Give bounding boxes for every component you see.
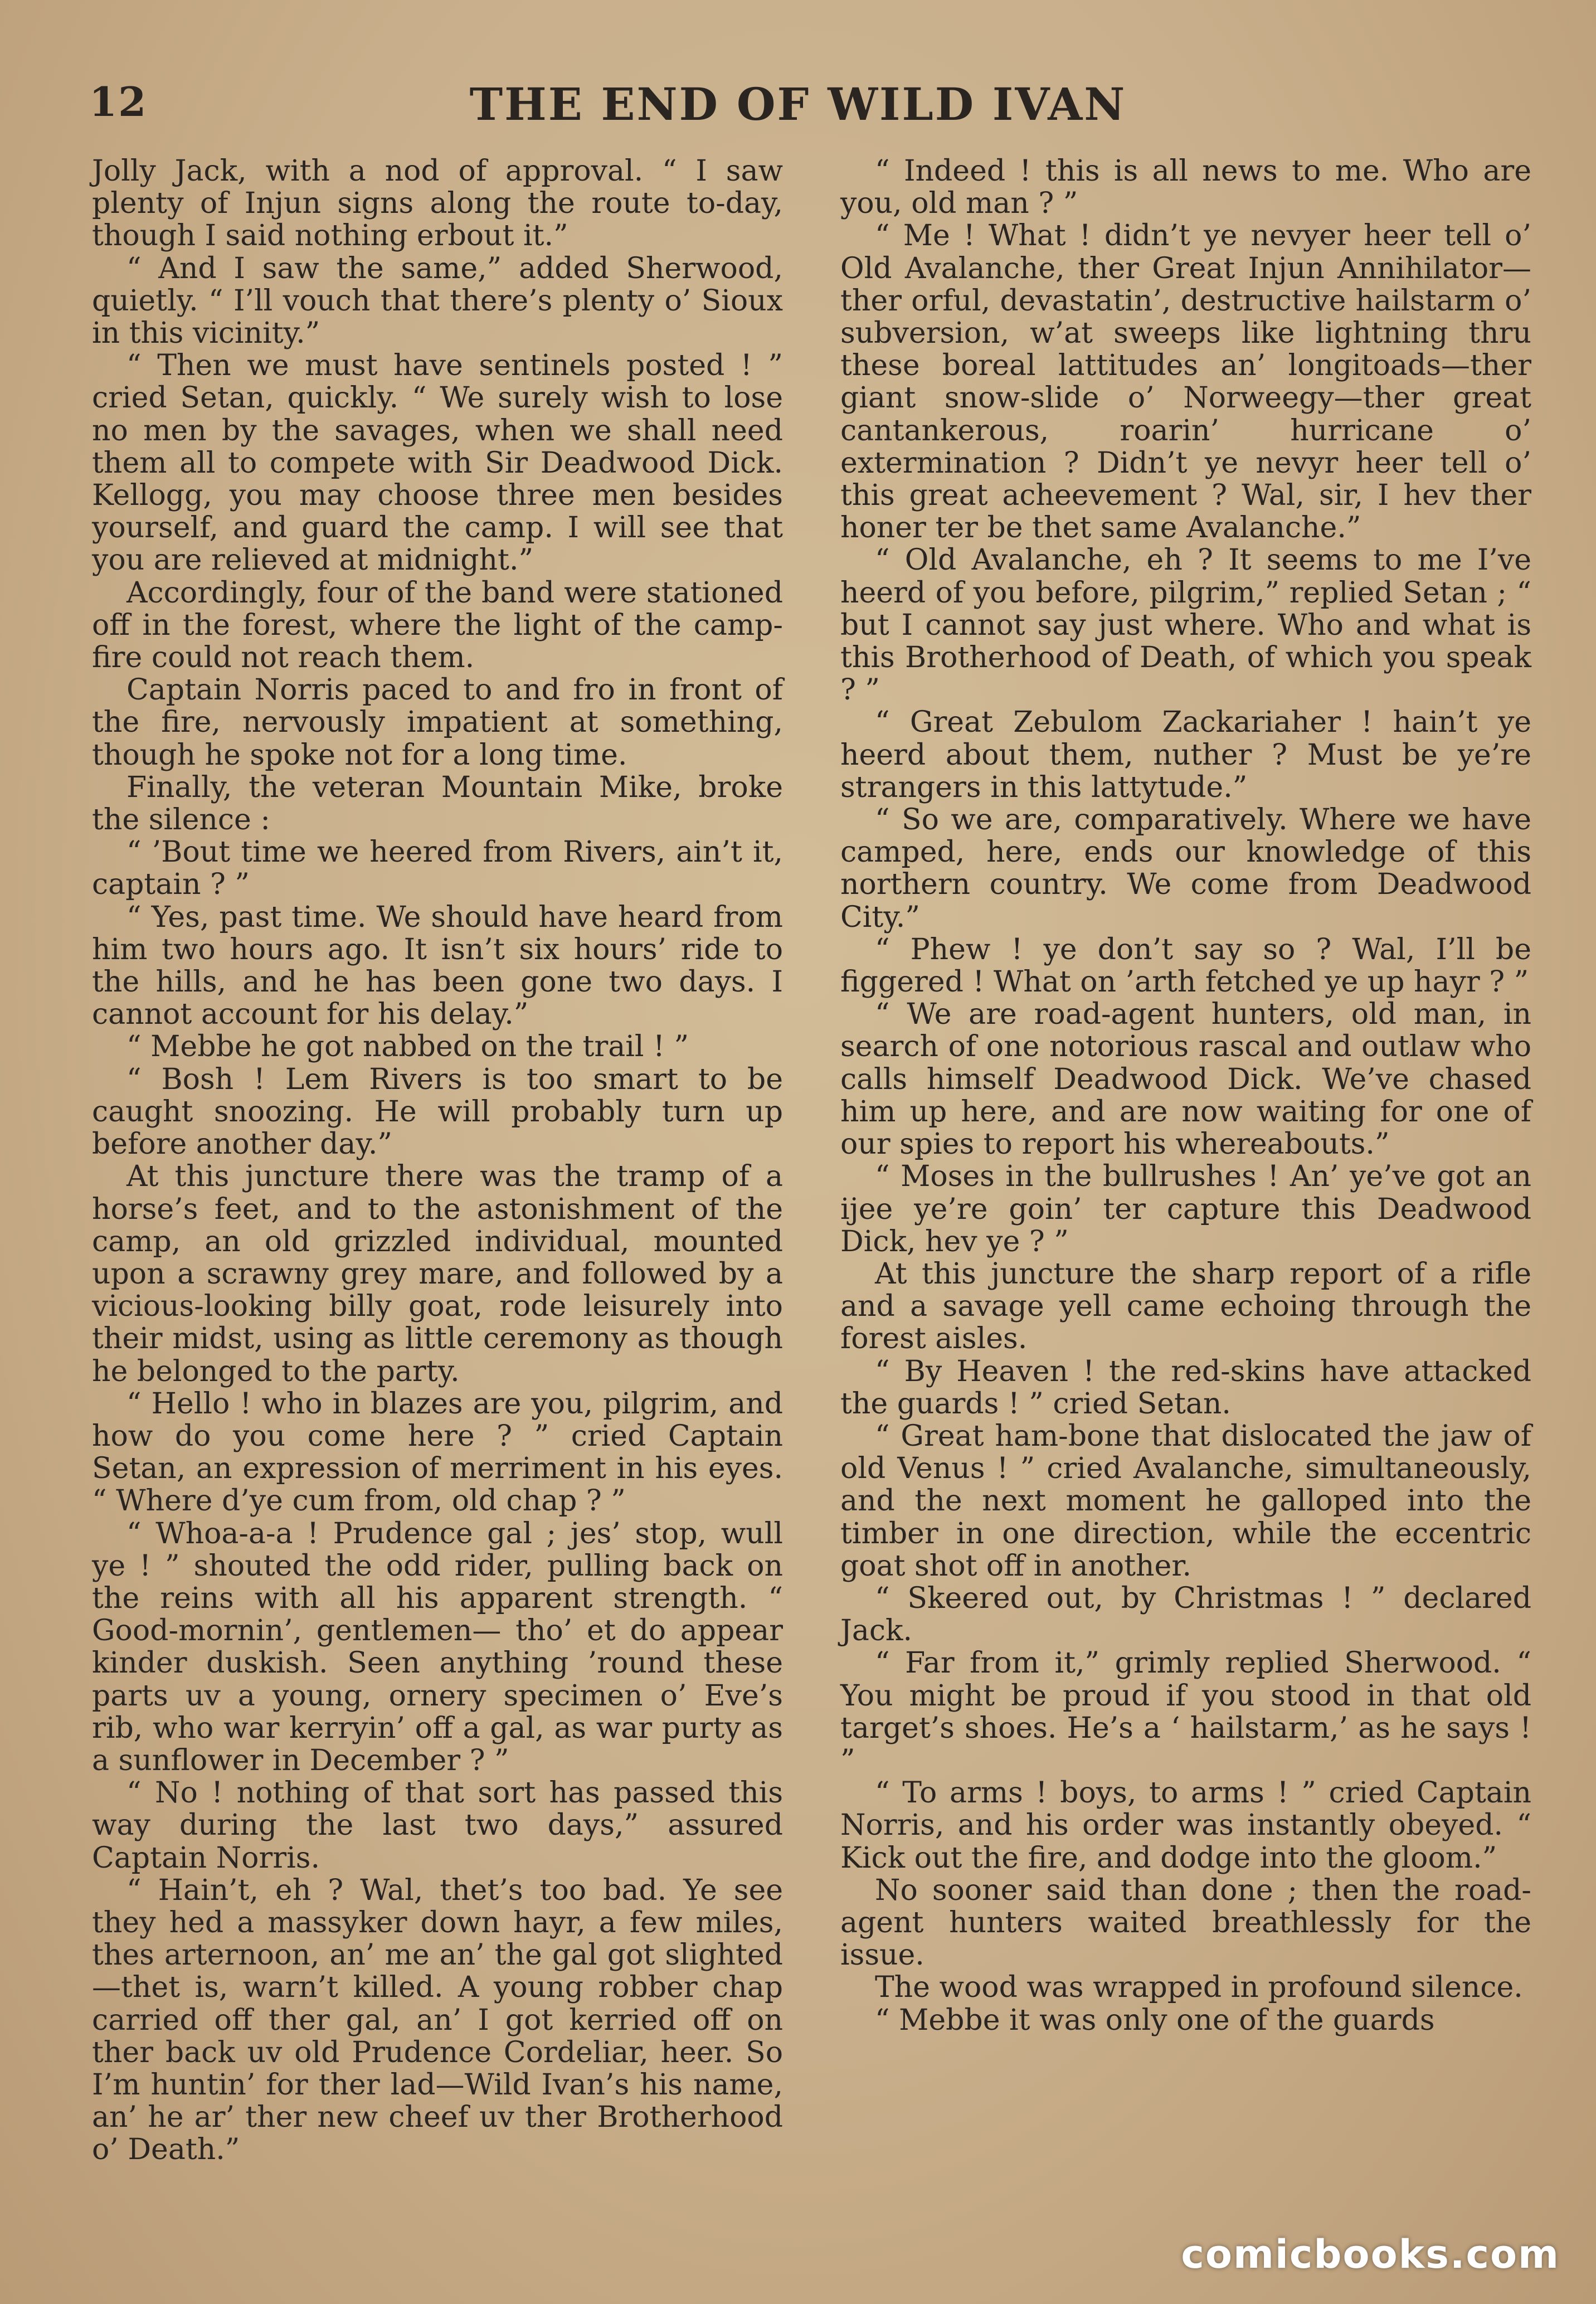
watermark: comicbooks.com <box>1181 2232 1560 2277</box>
paragraph: “ Mebbe he got nabbed on the trail ! ” <box>126 1030 689 1064</box>
paragraph: “ Mebbe it was only one of the guards <box>875 2003 1435 2037</box>
paragraph: “ By Heaven ! the red-skins have attacked the guards ! ” cried Setan. <box>840 1354 1531 1421</box>
paragraph: “ Me ! What ! didn’t ye nevyer heer tell o’ Old Avalanche, ther Great Injun Annihilator—ther orful, devastatin’, destructive hailstarm o’ subversion, w’at sweeps like lightning thru these boreal lattitudes an’ longitoads—ther giant snow-slide o’ Norweegy—ther great cantankerous, roarin’ hurricane o’ extermination ? Didn’t ye nevyr heer tell o’ this great acheevement ? Wal, sir, I hev ther honer ter be thet same Avalanche.” <box>840 219 1531 545</box>
paragraph: “ Great ham-bone that dislocated the jaw of old Venus ! ” cried Avalanche, simultaneously, and the next moment he galloped into the timber in one direction, while the eccentric goat shot off in another. <box>840 1419 1531 1583</box>
right-column <box>840 155 1531 2036</box>
paragraph: “ Great Zebulom Zackariaher ! hain’t ye heerd about them, nuther ? Must be ye’re strangers in this lattytude.” <box>840 706 1531 804</box>
paragraph: No sooner said than done ; then the road-agent hunters waited breathlessly for the issue. <box>840 1873 1531 1972</box>
paragraph: “ Bosh ! Lem Rivers is too smart to be caught snoozing. He will probably turn up before another day.” <box>92 1062 783 1161</box>
paragraph: “ So we are, comparatively. Where we have camped, here, ends our knowledge of this northern country. We come from Deadwood City.” <box>840 803 1531 934</box>
paragraph: “ ’Bout time we heered from Rivers, ain’t it, captain ? ” <box>92 835 783 902</box>
paragraph: “ To arms ! boys, to arms ! ” cried Captain Norris, and his order was instantly obeyed. “ Kick out the fire, and dodge into the gloom.” <box>840 1776 1531 1875</box>
running-title: THE END OF WILD IVAN <box>469 78 1127 130</box>
left-column <box>92 155 783 2166</box>
paragraph: At this juncture there was the tramp of a horse’s feet, and to the astonishment of the camp, an old grizzled individual, mounted upon a scrawny grey mare, and followed by a vicious-looking billy goat, rode leisurely into their midst, using as little ceremony as though he belonged to the party. <box>92 1160 783 1388</box>
paragraph: “ We are road-agent hunters, old man, in search of one notorious rascal and outlaw who calls himself Deadwood Dick. We’ve chased him up here, and are now waiting for one of our spies to report his whereabouts.” <box>840 998 1531 1161</box>
paragraph: “ Moses in the bullrushes ! An’ ye’ve got an ijee ye’re goin’ ter capture this Deadwood Dick, hev ye ? ” <box>840 1160 1531 1258</box>
page-number: 12 <box>89 78 148 125</box>
paragraph: “ No ! nothing of that sort has passed this way during the last two days,” assured Captain Norris. <box>92 1776 783 1875</box>
paragraph: “ Hain’t, eh ? Wal, thet’s too bad. Ye see they hed a massyker down hayr, a few miles, thes arternoon, an’ me an’ the gal got slighted—thet is, warn’t killed. A young robber chap carried off ther gal, an’ I got kerried off on ther back uv old Prudence Cordeliar, heer. So I’m huntin’ for ther lad—Wild Ivan’s his name, an’ he ar’ ther new cheef uv ther Brotherhood o’ Death.” <box>92 1873 783 2167</box>
paragraph: At this juncture the sharp report of a rifle and a savage yell came echoing through the forest aisles. <box>840 1257 1531 1356</box>
paragraph: “ Whoa-a-a ! Prudence gal ; jes’ stop, wull ye ! ” shouted the odd rider, pulling back on the reins with all his apparent strength. “ Good-mornin’, gentlemen— tho’ et do appear kinder duskish. Seen anything ’round these parts uv a young, ornery specimen o’ Eve’s rib, who war kerryin’ off a gal, as war purty as a sunflower in December ? ” <box>92 1516 783 1777</box>
paragraph: Accordingly, four of the band were stationed off in the forest, where the light of the camp-fire could not reach them. <box>92 576 783 675</box>
paragraph: “ Then we must have sentinels posted ! ” cried Setan, quickly. “ We surely wish to lose no men by the savages, when we shall need them all to compete with Sir Deadwood Dick. Kellogg, you may choose three men besides yourself, and guard the camp. I will see that you are relieved at midnight.” <box>92 349 783 577</box>
paragraph: “ Hello ! who in blazes are you, pilgrim, and how do you come here ? ” cried Captain Setan, an expression of merriment in his eyes. “ Where d’ye cum from, old chap ? ” <box>92 1387 783 1518</box>
paragraph: “ Old Avalanche, eh ? It seems to me I’ve heerd of you before, pilgrim,” replied Setan ; “ but I cannot say just where. Who and what is this Brotherhood of Death, of which you speak ? ” <box>840 543 1531 707</box>
paragraph: “ Far from it,” grimly replied Sherwood. “ You might be proud if you stood in that old target’s shoes. He’s a ‘ hailstarm,’ as he says ! ” <box>840 1646 1531 1777</box>
paragraph: Jolly Jack, with a nod of approval. “ I saw plenty of Injun signs along the route to-day, though I said nothing erbout it.” <box>92 154 783 253</box>
paragraph: The wood was wrapped in profound silence. <box>875 1971 1523 2005</box>
paragraph: “ Indeed ! this is all news to me. Who are you, old man ? ” <box>840 154 1531 221</box>
paragraph: “ Yes, past time. We should have heard from him two hours ago. It isn’t six hours’ ride to the hills, and he has been gone two days. I cannot account for his delay.” <box>92 900 783 1032</box>
paragraph: “ Skeered out, by Christmas ! ” declared Jack. <box>840 1581 1531 1648</box>
paragraph: Finally, the veteran Mountain Mike, broke the silence : <box>92 770 783 837</box>
paragraph: “ And I saw the same,” added Sherwood, quietly. “ I’ll vouch that there’s plenty o’ Sioux in this vicinity.” <box>92 251 783 351</box>
paragraph: “ Phew ! ye don’t say so ? Wal, I’ll be figgered ! What on ’arth fetched ye up hayr ? ” <box>840 932 1531 999</box>
paragraph: Captain Norris paced to and fro in front of the fire, nervously impatient at something, though he spoke not for a long time. <box>92 673 783 772</box>
